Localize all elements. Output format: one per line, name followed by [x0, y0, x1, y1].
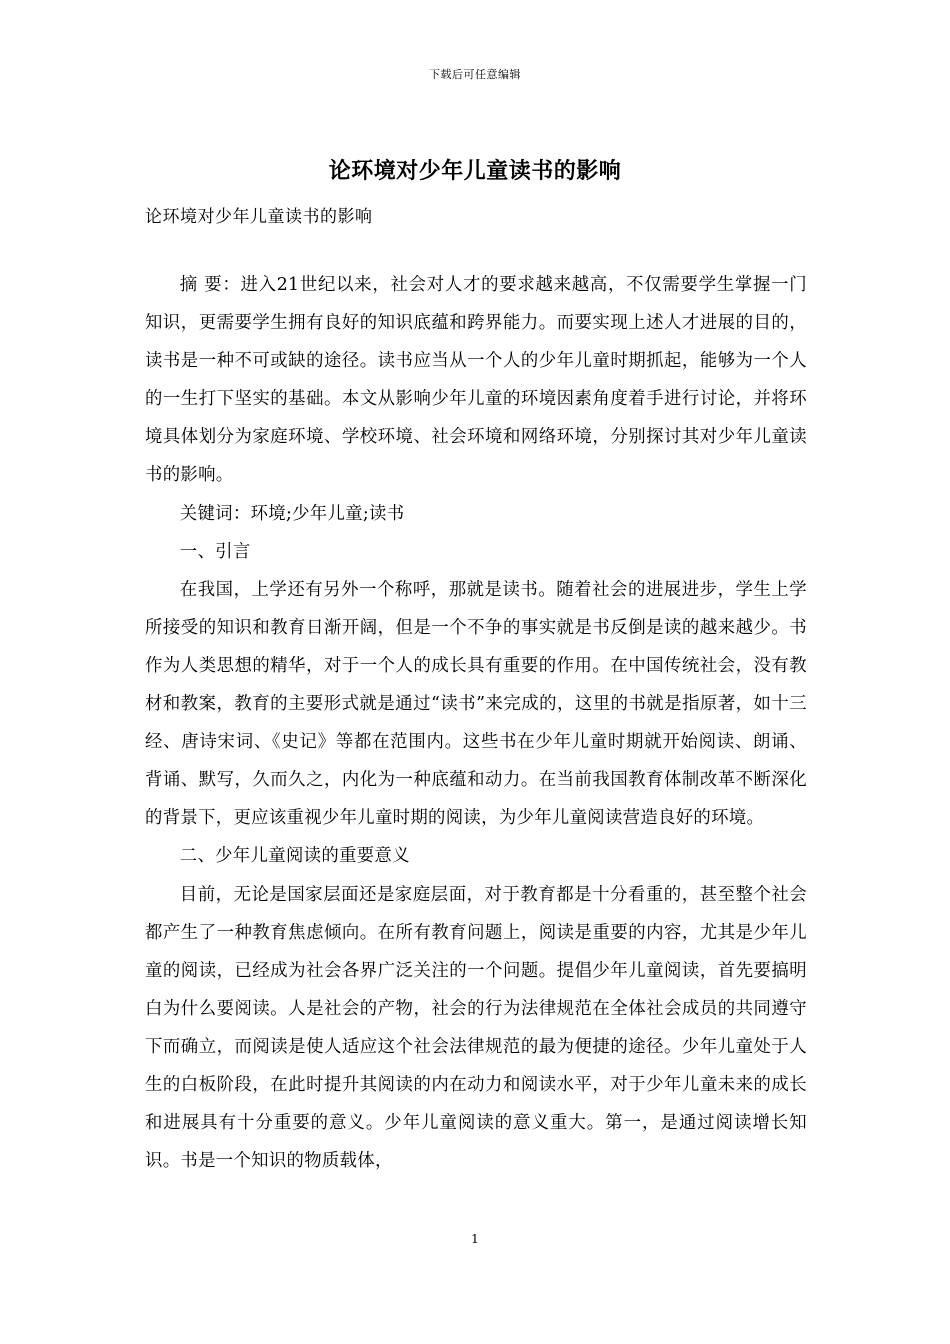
document-title: 论环境对少年儿童读书的影响	[328, 158, 622, 184]
document-subtitle: 论环境对少年儿童读书的影响	[145, 207, 373, 227]
header-note: 下载后可任意编辑	[429, 68, 521, 81]
section-heading-introduction: 一、引言	[179, 541, 251, 562]
introduction-paragraph: 在我国，上学还有另外一个称呼，那就是读书。随着社会的进展进步，学生上学所接受的知识和教育日渐开阔，但是一个不争的事实就是书反倒是读的越来越少。书作为人类思想的精华，对于一个人的成长具有重要的作用。在中国传统社会，没有教材和教案，教育的主要形式就是通过“读书”来完成的，这里的书就是指原著，如十三经、唐诗宋词、《史记》等都在范围内。这些书在少年儿童时期就开始阅读、朗诵、背诵、默写，久而久之，内化为一种底蕴和动力。在当前我国教育体制改革不断深化的背景下，更应该重视少年儿童时期的阅读，为少年儿童阅读营造良好的环境。	[145, 579, 807, 829]
significance-paragraph: 目前，无论是国家层面还是家庭层面，对于教育都是十分看重的，甚至整个社会都产生了一种教育焦虑倾向。在所有教育问题上，阅读是重要的内容，尤其是少年儿童的阅读，已经成为社会各界广泛关注的一个问题。提倡少年儿童阅读，首先要搞明白为什么要阅读。人是社会的产物，社会的行为法律规范在全体社会成员的共同遵守下而确立，而阅读是使人适应这个社会法律规范的最为便捷的途径。少年儿童处于人生的白板阶段，在此时提升其阅读的内在动力和阅读水平，对于少年儿童未来的成长和进展具有十分重要的意义。少年儿童阅读的意义重大。第一，是通过阅读增长知识。书是一个知识的物质载体，	[145, 884, 807, 1172]
keywords-line: 关键词：环境;少年儿童;读书	[179, 503, 405, 524]
page-number: 1	[471, 1232, 479, 1246]
abstract-paragraph: 摘 要：进入21世纪以来，社会对人才的要求越来越高，不仅需要学生掌握一门知识，更需要学生拥有良好的知识底蕴和跨界能力。而要实现上述人才进展的目的，读书是一种不可或缺的途径。读书应当从一个人的少年儿童时期抓起，能够为一个人的一生打下坚实的基础。本文从影响少年儿童的环境因素角度着手进行讨论，并将环境具体划分为家庭环境、学校环境、社会环境和网络环境，分别探讨其对少年儿童读书的影响。	[145, 275, 807, 486]
section-heading-significance: 二、少年儿童阅读的重要意义	[179, 846, 410, 867]
document-body	[145, 266, 807, 1180]
